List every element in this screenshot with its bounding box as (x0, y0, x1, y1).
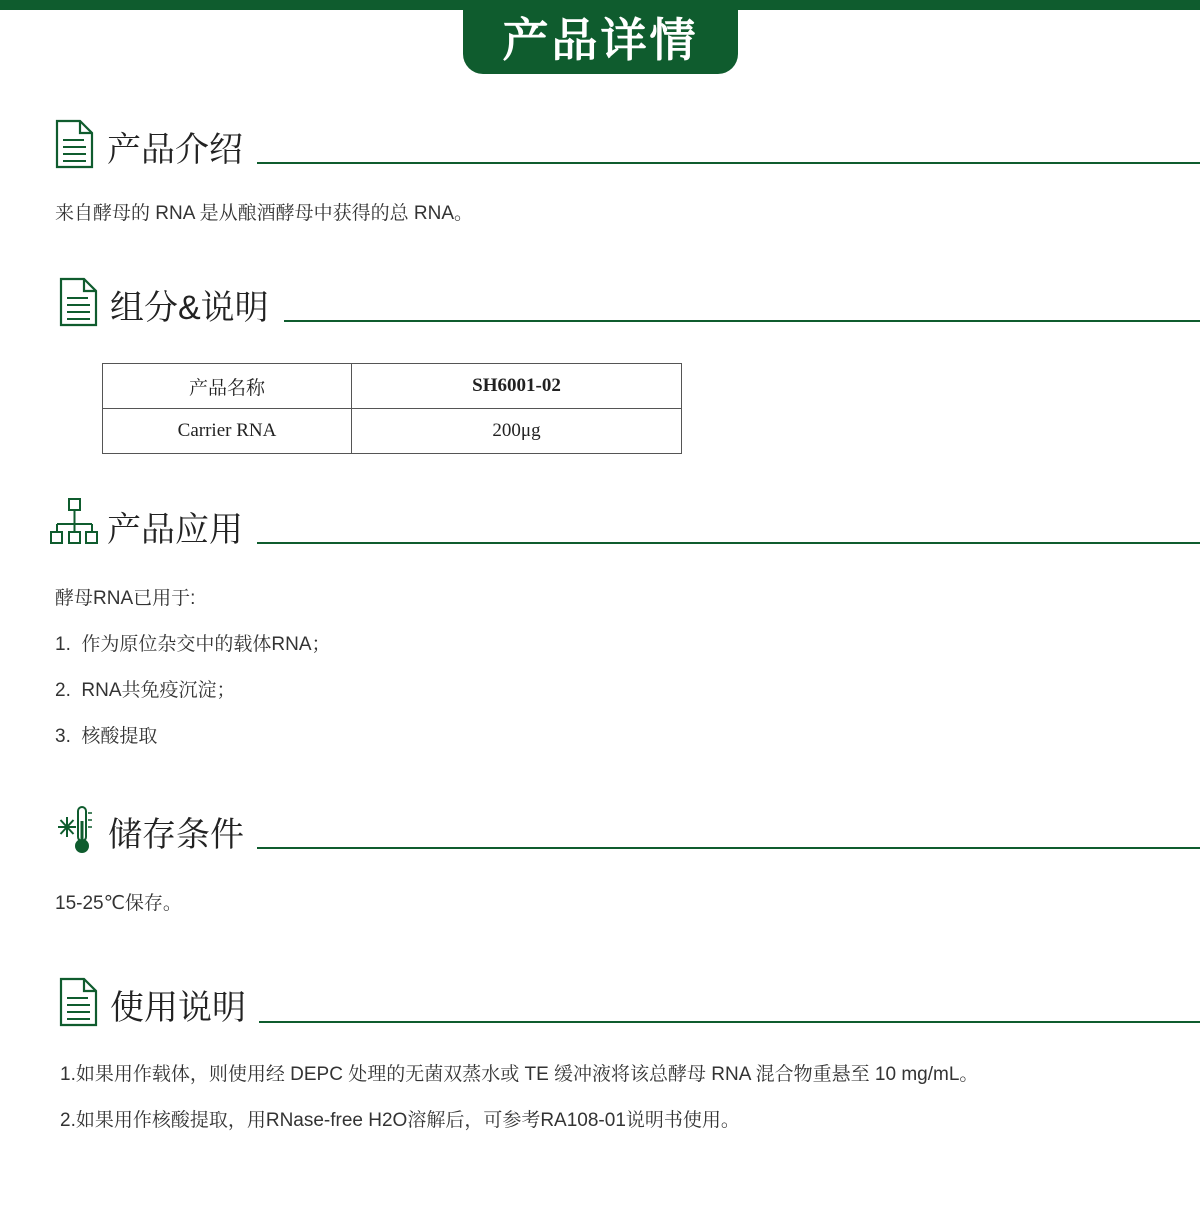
application-lead: 酵母RNA已用于: (55, 588, 196, 609)
section-header-usage (50, 976, 1200, 1036)
section-rule (259, 1021, 1200, 1023)
list-item: 2. RNA共免疫沉淀； (55, 680, 236, 701)
sitemap-icon (50, 498, 100, 552)
table-header-cell: 产品名称 (103, 364, 352, 409)
storage-text: 15-25℃保存。 (55, 893, 182, 914)
document-icon (50, 118, 100, 172)
section-rule (257, 542, 1200, 544)
document-icon (54, 976, 104, 1030)
table-cell: 200μg (352, 409, 682, 454)
intro-text: 来自酵母的 RNA 是从酿酒酵母中获得的总 RNA。 (55, 203, 474, 224)
page-banner (463, 0, 738, 74)
table-header-cell: SH6001-02 (352, 364, 682, 409)
usage-step: 1.如果用作载体，则使用经 DEPC 处理的无菌双蒸水或 TE 缓冲液将该总酵母 RNA 混合物重悬至 10 mg/mL。 (60, 1064, 979, 1085)
section-rule (257, 847, 1200, 849)
table-row (103, 409, 682, 454)
section-title-components: 组分&说明 (110, 289, 269, 327)
section-header-intro (50, 118, 1200, 178)
component-table (102, 363, 682, 454)
document-icon (54, 276, 104, 330)
section-title-usage: 使用说明 (110, 989, 246, 1027)
usage-step: 2.如果用作核酸提取，用RNase-free H2O溶解后，可参考RA108-01说明书使用。 (60, 1110, 740, 1131)
list-item: 1. 作为原位杂交中的载体RNA； (55, 634, 331, 655)
table-cell: Carrier RNA (103, 409, 352, 454)
section-title-storage: 储存条件 (108, 816, 244, 854)
section-rule (257, 162, 1200, 164)
banner-title: 产品详情 (502, 14, 699, 66)
table-header-row (103, 364, 682, 409)
section-header-components (50, 276, 1200, 336)
thermometer-snowflake-icon (50, 803, 100, 857)
section-rule (284, 320, 1200, 322)
section-header-application (50, 498, 1200, 558)
section-title-application: 产品应用 (107, 511, 243, 549)
list-item: 3. 核酸提取 (55, 726, 158, 747)
section-title-intro: 产品介绍 (107, 131, 243, 169)
section-header-storage (50, 803, 1200, 863)
